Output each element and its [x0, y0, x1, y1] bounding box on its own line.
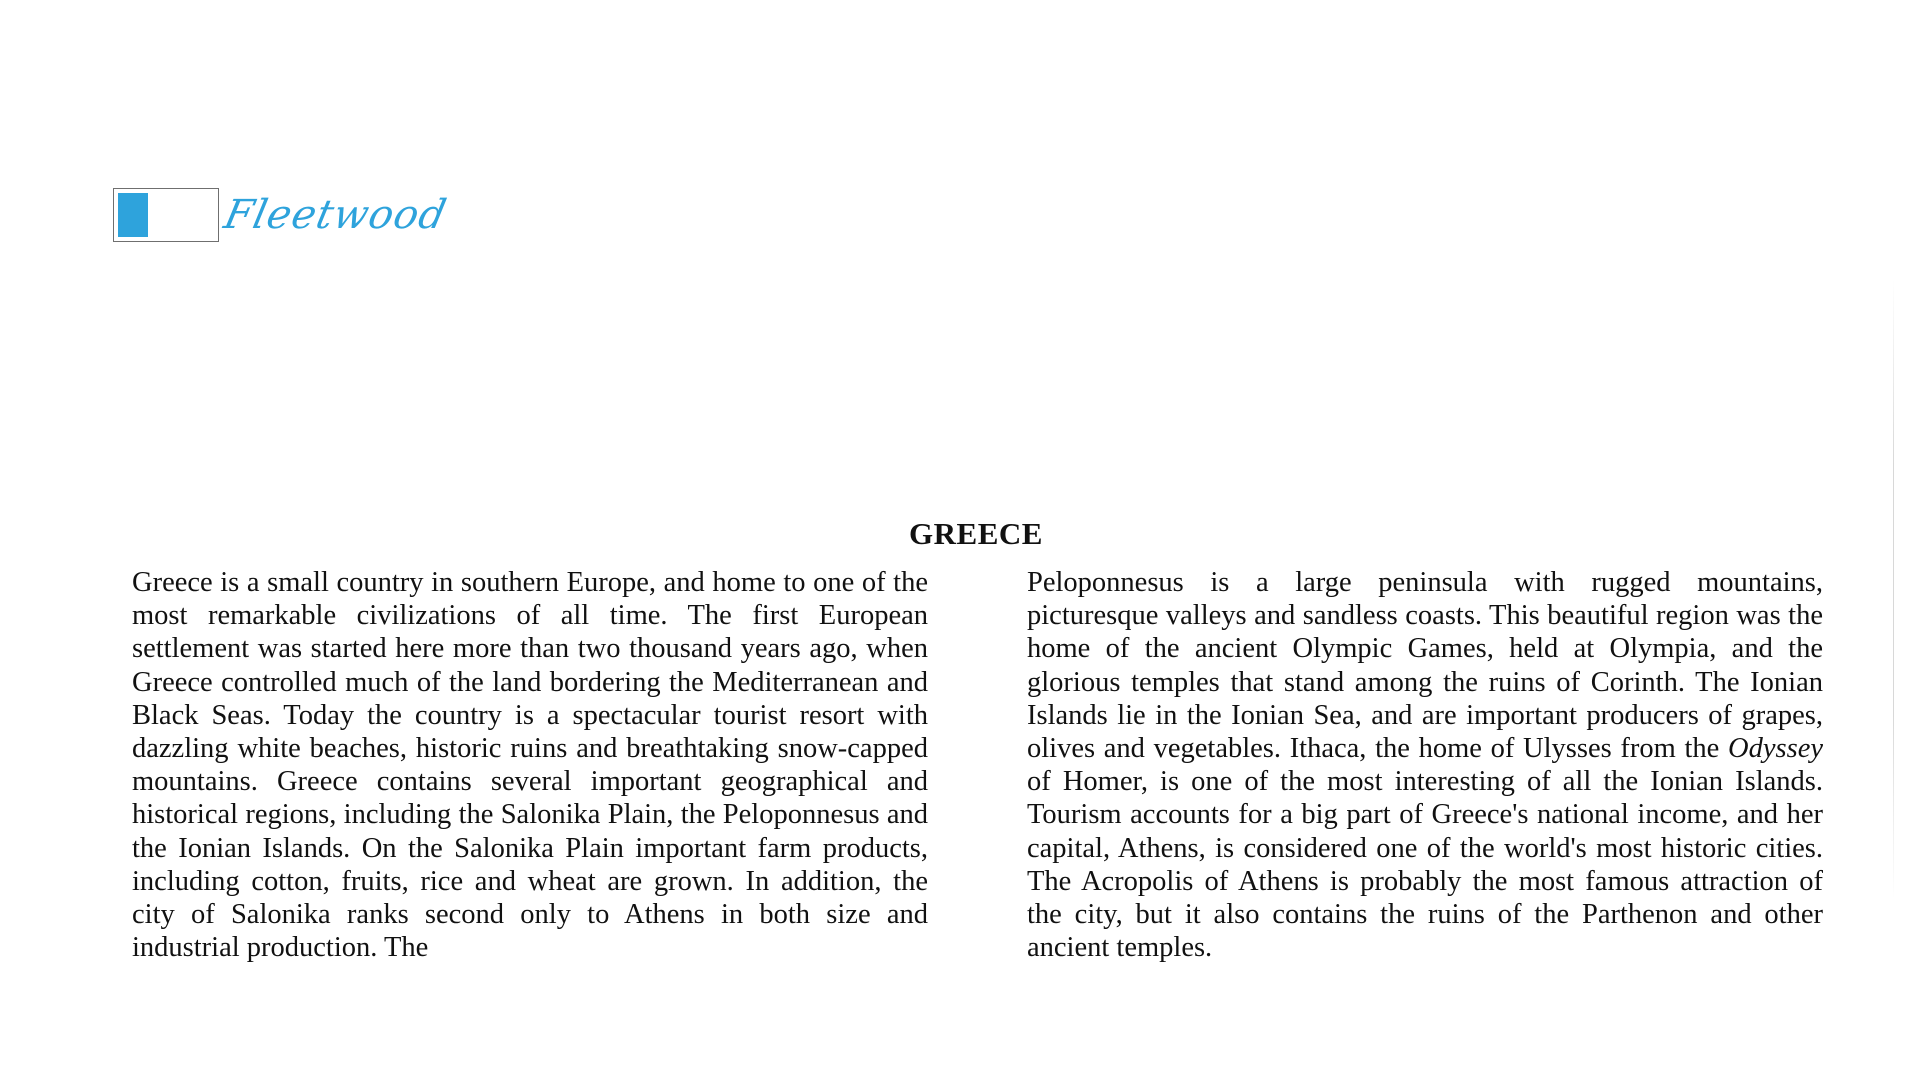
right-column-text-part-2: of Homer, is one of the most interesting of all the Ionian Islands. Tourism accounts for a big part of Greece's national income, and her capital, Athens, is considered one of the world's most historic cities. The Acropolis of Athens is probably the most famous attraction of the city, but it also contains the ruins of the Parthenon and other ancient temples.	[1027, 766, 1823, 964]
logo-frame	[113, 188, 219, 242]
scan-edge-line	[1893, 280, 1894, 900]
fleetwood-logo	[113, 188, 451, 242]
odyssey-italic: Odyssey	[1728, 733, 1823, 765]
logo-blue-block	[118, 193, 148, 237]
left-column-text	[132, 566, 928, 964]
right-column-text	[1027, 566, 1823, 964]
logo-script-text: Fleetwood	[220, 192, 451, 238]
left-column-paragraph: Greece is a small country in southern Europe, and home to one of the most remarkable civilizations of all time. The first European settlement was started here more than two thousand years ago, when Greece controlled much of the land bordering the Mediterranean and Black Seas. Today the country is a spectacular tourist resort with dazzling white beaches, historic ruins and breathtaking snow-capped mountains. Greece contains several important geographical and historical regions, including the Salonika Plain, the Peloponnesus and the Ionian Islands. On the Salonika Plain important farm products, including cotton, fruits, rice and wheat are grown. In addition, the city of Salonika ranks second only to Athens in both size and industrial production. The	[132, 567, 928, 964]
right-column-text-part-1: Peloponnesus is a large peninsula with rugged mountains, picturesque valleys and sandless coasts. This beautiful region was the home of the ancient Olympic Games, held at Olympia, and the glorious temples that stand among the ruins of Corinth. The Ionian Islands lie in the Ionian Sea, and are important producers of grapes, olives and vegetables. Ithaca, the home of Ulysses from the	[1027, 567, 1823, 765]
page-title: GREECE	[909, 516, 1043, 551]
